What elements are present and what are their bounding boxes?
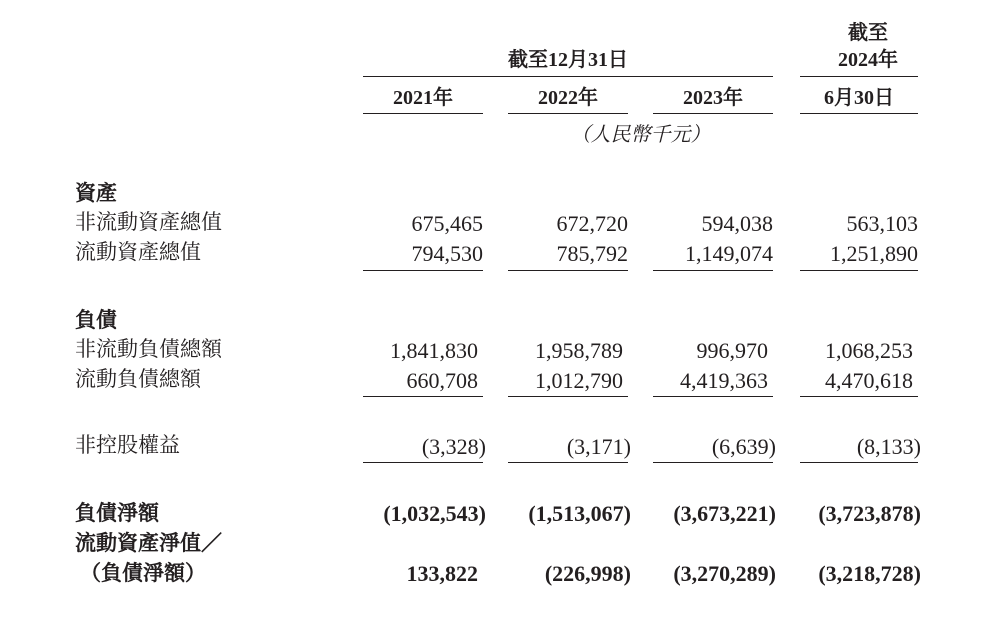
row-label: 非流動資產總值	[75, 210, 222, 234]
group-header-rule	[363, 76, 773, 77]
table-cell: 563,103	[846, 211, 918, 236]
column-rule-2023	[653, 113, 773, 114]
table-cell: (3,673,221)	[673, 501, 776, 526]
table-cell: 660,708	[406, 368, 478, 393]
subtotal-rule	[800, 462, 918, 463]
subtotal-rule	[653, 462, 773, 463]
table-cell: (3,723,878)	[818, 501, 921, 526]
last-column-header-line1: 截至	[848, 20, 888, 44]
table-cell: 1,012,790	[535, 368, 623, 393]
table-cell: 675,465	[411, 211, 483, 236]
table-cell: 594,038	[701, 211, 773, 236]
table-cell: 1,251,890	[830, 241, 918, 266]
table-cell: 785,792	[556, 241, 628, 266]
table-cell: (3,328)	[421, 434, 486, 459]
column-header-2022: 2022年	[538, 87, 598, 109]
table-cell: (3,171)	[566, 434, 631, 459]
table-cell: (6,639)	[711, 434, 776, 459]
column-header-2021: 2021年	[393, 87, 453, 109]
subtotal-rule	[363, 270, 483, 271]
liabilities-heading: 負債	[75, 307, 117, 332]
column-header-2024h1: 6月30日	[824, 87, 894, 109]
group-header: 截至12月31日	[508, 49, 628, 71]
column-rule-2021	[363, 113, 483, 114]
table-cell: (3,270,289)	[673, 561, 776, 586]
subtotal-rule	[508, 270, 628, 271]
row-label: 非控股權益	[75, 433, 180, 457]
last-header-rule	[800, 76, 918, 77]
table-cell: 996,970	[696, 338, 768, 363]
last-column-header-line2: 2024年	[838, 49, 898, 71]
table-cell: 1,841,830	[390, 338, 478, 363]
subtotal-rule	[508, 462, 628, 463]
row-label: 流動資產淨值／	[75, 530, 222, 555]
subtotal-rule	[800, 396, 918, 397]
table-cell: (8,133)	[856, 434, 921, 459]
column-rule-2024h1	[800, 113, 918, 114]
assets-heading: 資產	[75, 180, 117, 205]
column-header-2023: 2023年	[683, 87, 743, 109]
table-cell: 4,419,363	[680, 368, 768, 393]
unit-label: （人民幣千元）	[570, 122, 711, 146]
row-label-continued: （負債淨額）	[80, 560, 206, 585]
table-cell: 133,822	[406, 561, 478, 586]
subtotal-rule	[363, 462, 483, 463]
subtotal-rule	[800, 270, 918, 271]
table-cell: 1,149,074	[685, 241, 773, 266]
row-label: 非流動負債總額	[75, 337, 222, 361]
row-label: 流動負債總額	[75, 367, 201, 391]
row-label: 負債淨額	[75, 500, 159, 525]
column-rule-2022	[508, 113, 628, 114]
subtotal-rule	[653, 396, 773, 397]
table-cell: (1,032,543)	[383, 501, 486, 526]
row-label: 流動資產總值	[75, 240, 201, 264]
subtotal-rule	[508, 396, 628, 397]
table-cell: (1,513,067)	[528, 501, 631, 526]
subtotal-rule	[653, 270, 773, 271]
table-cell: (3,218,728)	[818, 561, 921, 586]
table-cell: 672,720	[556, 211, 628, 236]
table-cell: 1,958,789	[535, 338, 623, 363]
table-cell: 794,530	[411, 241, 483, 266]
subtotal-rule	[363, 396, 483, 397]
table-cell: (226,998)	[544, 561, 631, 586]
table-cell: 4,470,618	[825, 368, 913, 393]
table-cell: 1,068,253	[825, 338, 913, 363]
